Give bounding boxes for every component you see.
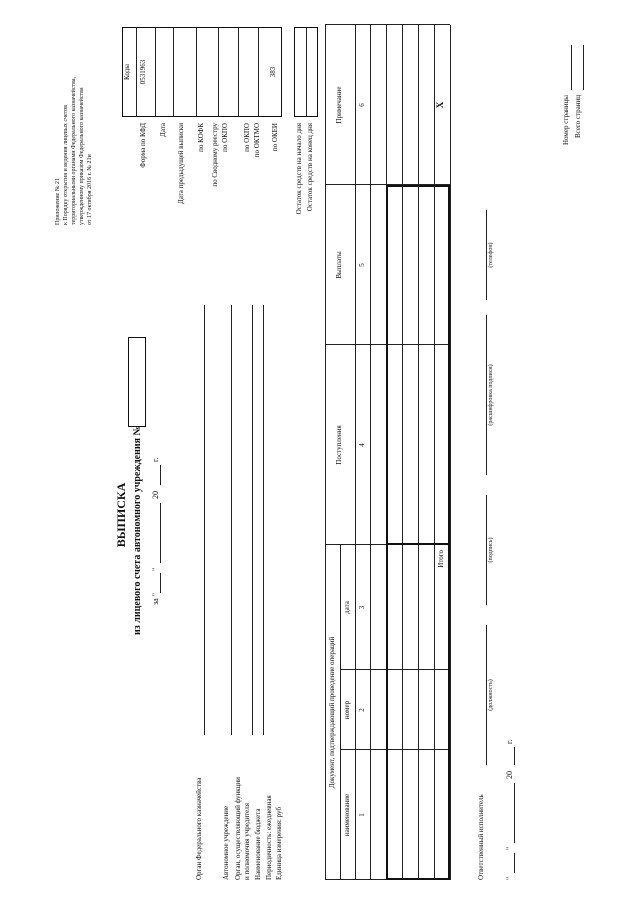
col-payments-header: Выплаты	[335, 251, 343, 279]
index-row-line	[370, 25, 371, 880]
sign-date-day-line[interactable]	[514, 853, 515, 873]
kfd-value: 0531963	[139, 59, 147, 85]
amounts-box	[386, 185, 450, 545]
sign-date-quote-close: "	[505, 846, 514, 850]
account-number-box[interactable]	[128, 337, 146, 427]
sign-date-year-line[interactable]	[514, 747, 515, 765]
col-name-header: наименование	[343, 793, 351, 837]
prev-date-label: Дата предыдущей выписки	[177, 123, 185, 205]
sign-date-suffix: г.	[505, 739, 514, 744]
organ-func-line[interactable]	[252, 305, 253, 735]
codes-row-line-2	[173, 27, 174, 117]
budget-label: Наименование бюджета	[254, 808, 262, 880]
executor-position-line[interactable]	[486, 625, 487, 765]
okpo-label: по ОКПО	[221, 123, 229, 152]
total-pages-label: Всего страниц	[574, 95, 582, 139]
position-caption: (должность)	[488, 679, 494, 711]
date-year: 20	[151, 491, 160, 499]
organ-fk-line[interactable]	[204, 305, 205, 735]
codes-row-line-1	[155, 27, 156, 117]
codes-row-line-5	[238, 27, 239, 117]
total-pages-line[interactable]	[583, 45, 584, 90]
page-number-line[interactable]	[571, 45, 572, 90]
subheader-line	[355, 25, 356, 880]
svodny-label: по Сводному реестру	[211, 123, 219, 187]
idx-4: 4	[358, 443, 366, 447]
sign-date-quote-open: "	[505, 876, 514, 880]
title-sub: из лицевого счета автономного учреждения №	[132, 425, 143, 635]
phone-caption: (телефон)	[488, 242, 494, 268]
idx-5: 5	[358, 263, 366, 267]
date-suffix: г.	[151, 457, 160, 462]
executor-sign-line[interactable]	[486, 495, 487, 605]
codes-header: Коды	[123, 64, 131, 80]
codes-row-line-6	[258, 27, 259, 117]
appendix-line-5: от 17 октября 2016 г. № 21н	[87, 154, 93, 225]
executor-phone-line[interactable]	[486, 210, 487, 300]
title-main: ВЫПИСКА	[114, 482, 128, 548]
doc-group-header: Документ, подтверждающий проведение операций	[328, 636, 336, 789]
idx-2: 2	[358, 708, 366, 712]
oktmo-label: по ОКТМО	[253, 123, 261, 158]
appendix-line-3: территориальными органами Федерального казначейства,	[71, 76, 77, 225]
budget-line[interactable]	[263, 305, 264, 735]
decode-caption: (расшифровка подписи)	[488, 364, 494, 426]
total-note-x: X	[435, 101, 445, 109]
organ-fk-label: Орган Федерального казначейства	[195, 777, 203, 880]
codes-row-line-3	[196, 27, 197, 117]
kofk-label: по КОФК	[197, 123, 205, 152]
organ-func-label-1: Орган, осуществляющий функции	[234, 777, 242, 880]
unit-label: Единица измерения: руб	[275, 806, 283, 880]
table-top-line	[325, 25, 326, 880]
idx-6: 6	[358, 103, 366, 107]
periodicity-label: Периодичность: ежедневная	[265, 795, 273, 880]
date-prefix: за "	[151, 593, 160, 605]
col-line-6	[325, 24, 450, 25]
date-month-line	[160, 503, 161, 563]
sign-date-month-line[interactable]	[514, 783, 515, 843]
appendix-line-4: утвержденному приказом Федерального казначейства	[79, 87, 85, 225]
col-note-header: Примечание	[335, 86, 343, 124]
date-year-line	[160, 465, 161, 485]
executor-label: Ответственный исполнитель	[477, 794, 485, 880]
doc-group-line	[340, 545, 341, 880]
codes-header-line	[136, 27, 137, 117]
date-day-line	[160, 573, 161, 593]
col-income-header: Поступления	[335, 425, 343, 465]
total-label: Итого	[437, 550, 445, 568]
date-label: Дата	[159, 123, 167, 137]
date-quote: "	[151, 567, 160, 571]
page-number-label: Номер страницы	[562, 95, 570, 146]
sign-caption: (подпись)	[488, 537, 494, 563]
organ-func-label-2: и полномочия учредителя	[243, 803, 251, 880]
okpo2-label: по ОКПО	[243, 123, 251, 152]
col-date-header: дата	[343, 601, 351, 614]
appendix-line-2: к Порядку открытия и ведения лицевых счетов	[63, 104, 69, 225]
balance-box-line	[306, 27, 307, 117]
appendix-line-1: Приложение № 21	[55, 178, 61, 225]
idx-3: 3	[358, 605, 366, 610]
okei-label: по ОКЕИ	[271, 123, 279, 152]
codes-row-line-4	[218, 27, 219, 117]
okei-value: 383	[269, 66, 277, 78]
balance-start-label: Остаток средств на начало дня	[295, 123, 303, 215]
executor-decode-line[interactable]	[486, 315, 487, 475]
balance-end-label: Остаток средств на конец дня	[306, 123, 314, 212]
row-line-5	[450, 25, 451, 880]
idx-1: 1	[358, 813, 366, 817]
au-line[interactable]	[231, 305, 232, 735]
sign-date-year: 20	[505, 771, 514, 779]
kfd-label: Форма по КФД	[139, 123, 147, 168]
au-label: Автономное учреждение	[222, 805, 230, 880]
col-number-header: номер	[343, 700, 351, 720]
